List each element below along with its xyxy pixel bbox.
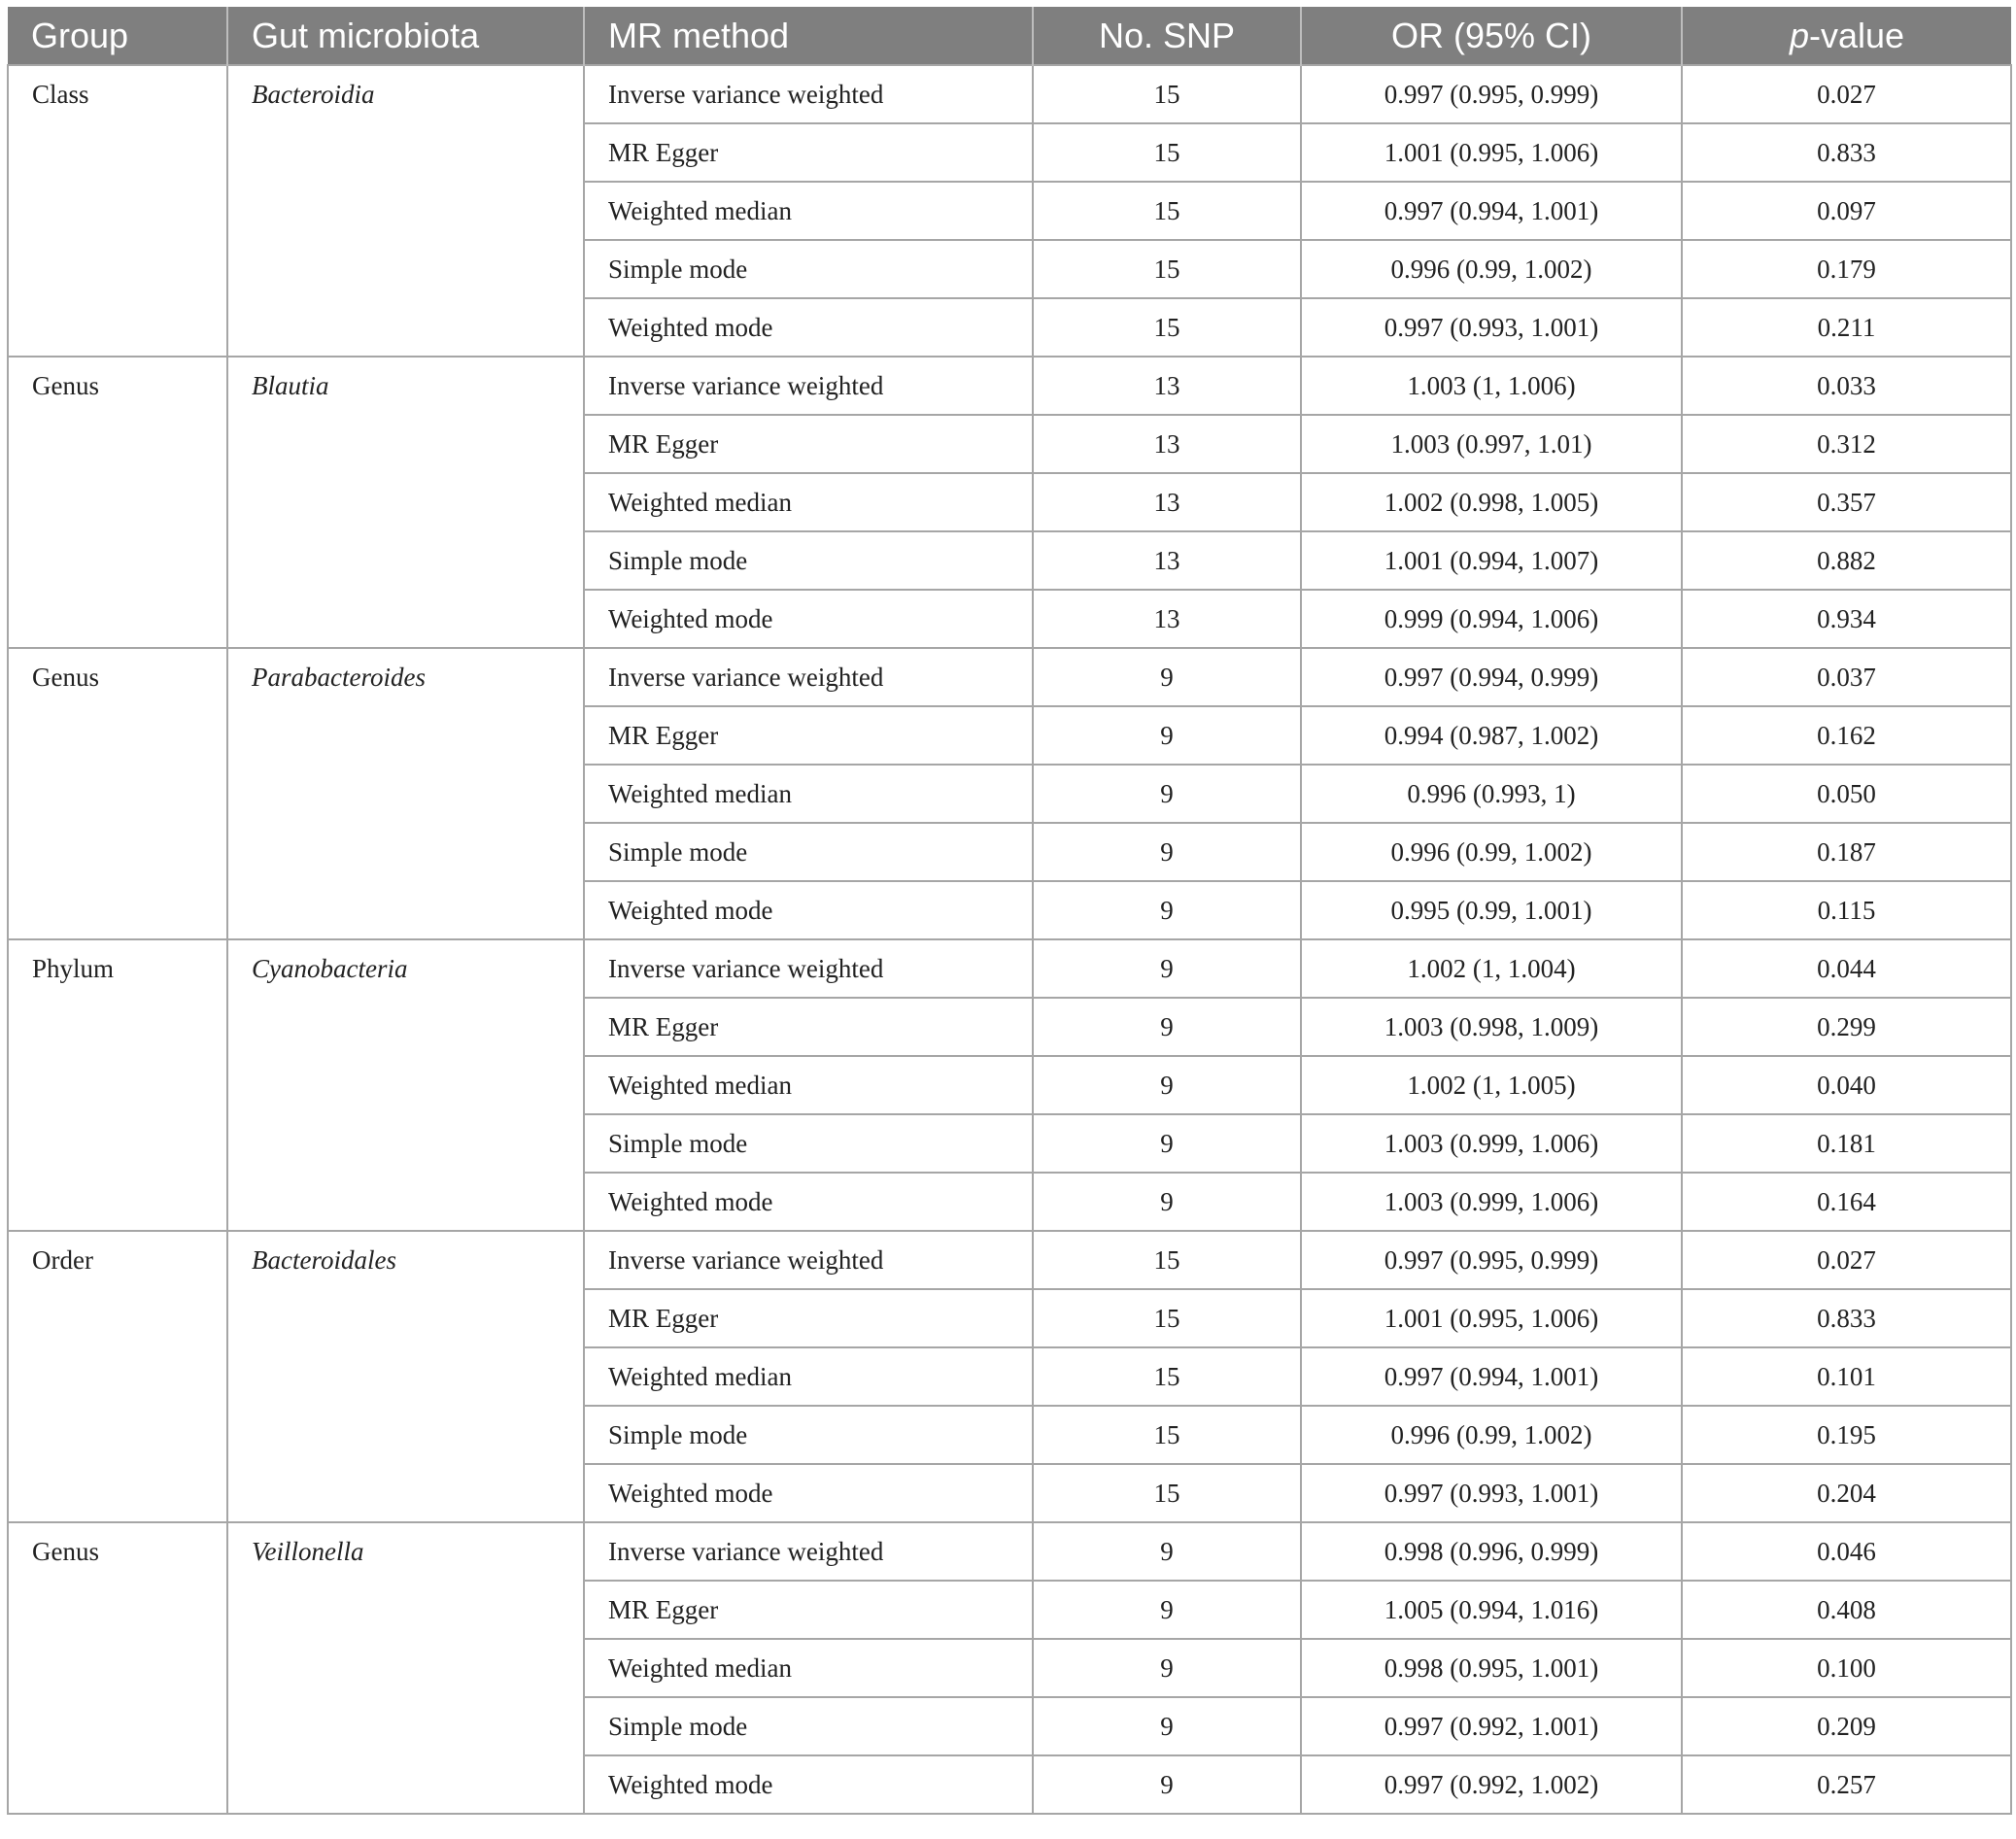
method-cell: MR Egger	[584, 415, 1033, 473]
snp-cell: 15	[1033, 240, 1301, 298]
p-value-cell: 0.040	[1682, 1056, 2011, 1114]
p-value-cell: 0.179	[1682, 240, 2011, 298]
method-cell: Simple mode	[584, 823, 1033, 881]
method-cell: Weighted median	[584, 473, 1033, 531]
snp-cell: 9	[1033, 1522, 1301, 1581]
method-cell: Inverse variance weighted	[584, 357, 1033, 415]
or-ci-cell: 0.996 (0.993, 1)	[1301, 765, 1682, 823]
taxon-cell: Veillonella	[227, 1522, 584, 1814]
snp-cell: 9	[1033, 1755, 1301, 1814]
p-value-cell: 0.195	[1682, 1406, 2011, 1464]
method-cell: MR Egger	[584, 998, 1033, 1056]
snp-cell: 15	[1033, 1406, 1301, 1464]
or-ci-cell: 0.997 (0.995, 0.999)	[1301, 65, 1682, 123]
p-value-cell: 0.050	[1682, 765, 2011, 823]
method-cell: Simple mode	[584, 1697, 1033, 1755]
table-row	[8, 357, 2011, 415]
method-cell: Inverse variance weighted	[584, 65, 1033, 123]
or-ci-cell: 0.995 (0.99, 1.001)	[1301, 881, 1682, 939]
or-ci-cell: 1.003 (0.999, 1.006)	[1301, 1173, 1682, 1231]
snp-cell: 9	[1033, 1056, 1301, 1114]
method-cell: Simple mode	[584, 531, 1033, 590]
table-row	[8, 1522, 2011, 1581]
snp-cell: 15	[1033, 298, 1301, 357]
or-ci-cell: 0.997 (0.994, 0.999)	[1301, 648, 1682, 706]
p-value-cell: 0.046	[1682, 1522, 2011, 1581]
or-ci-cell: 0.996 (0.99, 1.002)	[1301, 823, 1682, 881]
header-or-ci: OR (95% CI)	[1301, 7, 1682, 65]
method-cell: MR Egger	[584, 1581, 1033, 1639]
snp-cell: 9	[1033, 823, 1301, 881]
header-p-value	[1682, 7, 2011, 65]
snp-cell: 15	[1033, 1231, 1301, 1289]
group-cell: Phylum	[8, 939, 227, 1231]
or-ci-cell: 0.997 (0.992, 1.002)	[1301, 1755, 1682, 1814]
p-value-cell: 0.408	[1682, 1581, 2011, 1639]
or-ci-cell: 0.997 (0.993, 1.001)	[1301, 1464, 1682, 1522]
header-mr-method: MR method	[584, 7, 1033, 65]
header-p-italic: p	[1789, 15, 1809, 55]
table-row	[8, 648, 2011, 706]
snp-cell: 13	[1033, 590, 1301, 648]
p-value-cell: 0.357	[1682, 473, 2011, 531]
method-cell: Simple mode	[584, 1406, 1033, 1464]
method-cell: Weighted median	[584, 765, 1033, 823]
p-value-cell: 0.033	[1682, 357, 2011, 415]
p-value-cell: 0.162	[1682, 706, 2011, 765]
p-value-cell: 0.833	[1682, 1289, 2011, 1347]
snp-cell: 9	[1033, 1697, 1301, 1755]
group-cell: Genus	[8, 648, 227, 939]
method-cell: Inverse variance weighted	[584, 648, 1033, 706]
table-row	[8, 1231, 2011, 1289]
table-row	[8, 939, 2011, 998]
or-ci-cell: 1.005 (0.994, 1.016)	[1301, 1581, 1682, 1639]
p-value-cell: 0.044	[1682, 939, 2011, 998]
group-cell: Genus	[8, 1522, 227, 1814]
p-value-cell: 0.299	[1682, 998, 2011, 1056]
method-cell: Weighted median	[584, 1639, 1033, 1697]
snp-cell: 15	[1033, 182, 1301, 240]
taxon-cell: Bacteroidia	[227, 65, 584, 357]
p-value-cell: 0.037	[1682, 648, 2011, 706]
group-cell: Order	[8, 1231, 227, 1522]
method-cell: Simple mode	[584, 1114, 1033, 1173]
p-value-cell: 0.164	[1682, 1173, 2011, 1231]
or-ci-cell: 0.996 (0.99, 1.002)	[1301, 240, 1682, 298]
or-ci-cell: 1.003 (0.998, 1.009)	[1301, 998, 1682, 1056]
or-ci-cell: 1.003 (0.997, 1.01)	[1301, 415, 1682, 473]
or-ci-cell: 1.001 (0.995, 1.006)	[1301, 1289, 1682, 1347]
taxon-cell: Bacteroidales	[227, 1231, 584, 1522]
or-ci-cell: 1.003 (0.999, 1.006)	[1301, 1114, 1682, 1173]
p-value-cell: 0.100	[1682, 1639, 2011, 1697]
snp-cell: 15	[1033, 1289, 1301, 1347]
or-ci-cell: 0.998 (0.995, 1.001)	[1301, 1639, 1682, 1697]
table-body	[8, 65, 2011, 1814]
table-row	[8, 65, 2011, 123]
method-cell: Weighted mode	[584, 1464, 1033, 1522]
method-cell: Inverse variance weighted	[584, 939, 1033, 998]
method-cell: MR Egger	[584, 1289, 1033, 1347]
method-cell: Weighted mode	[584, 1755, 1033, 1814]
method-cell: Inverse variance weighted	[584, 1522, 1033, 1581]
snp-cell: 9	[1033, 648, 1301, 706]
or-ci-cell: 1.002 (1, 1.005)	[1301, 1056, 1682, 1114]
or-ci-cell: 0.994 (0.987, 1.002)	[1301, 706, 1682, 765]
or-ci-cell: 1.001 (0.995, 1.006)	[1301, 123, 1682, 182]
method-cell: Inverse variance weighted	[584, 1231, 1033, 1289]
p-value-cell: 0.882	[1682, 531, 2011, 590]
snp-cell: 15	[1033, 123, 1301, 182]
p-value-cell: 0.101	[1682, 1347, 2011, 1406]
header-gut-microbiota: Gut microbiota	[227, 7, 584, 65]
p-value-cell: 0.027	[1682, 1231, 2011, 1289]
method-cell: MR Egger	[584, 123, 1033, 182]
taxon-cell: Cyanobacteria	[227, 939, 584, 1231]
snp-cell: 9	[1033, 1114, 1301, 1173]
mr-results-table	[7, 7, 2012, 1815]
snp-cell: 9	[1033, 998, 1301, 1056]
taxon-cell: Parabacteroides	[227, 648, 584, 939]
p-value-cell: 0.204	[1682, 1464, 2011, 1522]
p-value-cell: 0.115	[1682, 881, 2011, 939]
p-value-cell: 0.187	[1682, 823, 2011, 881]
snp-cell: 9	[1033, 881, 1301, 939]
method-cell: Simple mode	[584, 240, 1033, 298]
p-value-cell: 0.312	[1682, 415, 2011, 473]
or-ci-cell: 0.998 (0.996, 0.999)	[1301, 1522, 1682, 1581]
p-value-cell: 0.211	[1682, 298, 2011, 357]
header-p-suffix: -value	[1808, 15, 1905, 55]
method-cell: Weighted mode	[584, 590, 1033, 648]
header-no-snp: No. SNP	[1033, 7, 1301, 65]
method-cell: Weighted median	[584, 1056, 1033, 1114]
group-cell: Genus	[8, 357, 227, 648]
p-value-cell: 0.209	[1682, 1697, 2011, 1755]
or-ci-cell: 0.999 (0.994, 1.006)	[1301, 590, 1682, 648]
p-value-cell: 0.257	[1682, 1755, 2011, 1814]
or-ci-cell: 1.001 (0.994, 1.007)	[1301, 531, 1682, 590]
method-cell: Weighted mode	[584, 881, 1033, 939]
or-ci-cell: 0.996 (0.99, 1.002)	[1301, 1406, 1682, 1464]
table-header	[8, 7, 2011, 65]
or-ci-cell: 0.997 (0.993, 1.001)	[1301, 298, 1682, 357]
header-group: Group	[8, 7, 227, 65]
p-value-cell: 0.097	[1682, 182, 2011, 240]
or-ci-cell: 0.997 (0.992, 1.001)	[1301, 1697, 1682, 1755]
p-value-cell: 0.027	[1682, 65, 2011, 123]
method-cell: Weighted mode	[584, 1173, 1033, 1231]
snp-cell: 15	[1033, 65, 1301, 123]
snp-cell: 9	[1033, 1639, 1301, 1697]
taxon-cell: Blautia	[227, 357, 584, 648]
snp-cell: 13	[1033, 357, 1301, 415]
method-cell: MR Egger	[584, 706, 1033, 765]
snp-cell: 13	[1033, 473, 1301, 531]
method-cell: Weighted median	[584, 182, 1033, 240]
snp-cell: 15	[1033, 1464, 1301, 1522]
snp-cell: 9	[1033, 1173, 1301, 1231]
method-cell: Weighted mode	[584, 298, 1033, 357]
group-cell: Class	[8, 65, 227, 357]
or-ci-cell: 0.997 (0.994, 1.001)	[1301, 182, 1682, 240]
snp-cell: 9	[1033, 939, 1301, 998]
snp-cell: 9	[1033, 1581, 1301, 1639]
or-ci-cell: 1.002 (1, 1.004)	[1301, 939, 1682, 998]
p-value-cell: 0.833	[1682, 123, 2011, 182]
or-ci-cell: 1.003 (1, 1.006)	[1301, 357, 1682, 415]
p-value-cell: 0.934	[1682, 590, 2011, 648]
snp-cell: 13	[1033, 415, 1301, 473]
or-ci-cell: 1.002 (0.998, 1.005)	[1301, 473, 1682, 531]
p-value-cell: 0.181	[1682, 1114, 2011, 1173]
snp-cell: 13	[1033, 531, 1301, 590]
snp-cell: 9	[1033, 765, 1301, 823]
method-cell: Weighted median	[584, 1347, 1033, 1406]
or-ci-cell: 0.997 (0.994, 1.001)	[1301, 1347, 1682, 1406]
snp-cell: 15	[1033, 1347, 1301, 1406]
header-row	[8, 7, 2011, 65]
snp-cell: 9	[1033, 706, 1301, 765]
or-ci-cell: 0.997 (0.995, 0.999)	[1301, 1231, 1682, 1289]
